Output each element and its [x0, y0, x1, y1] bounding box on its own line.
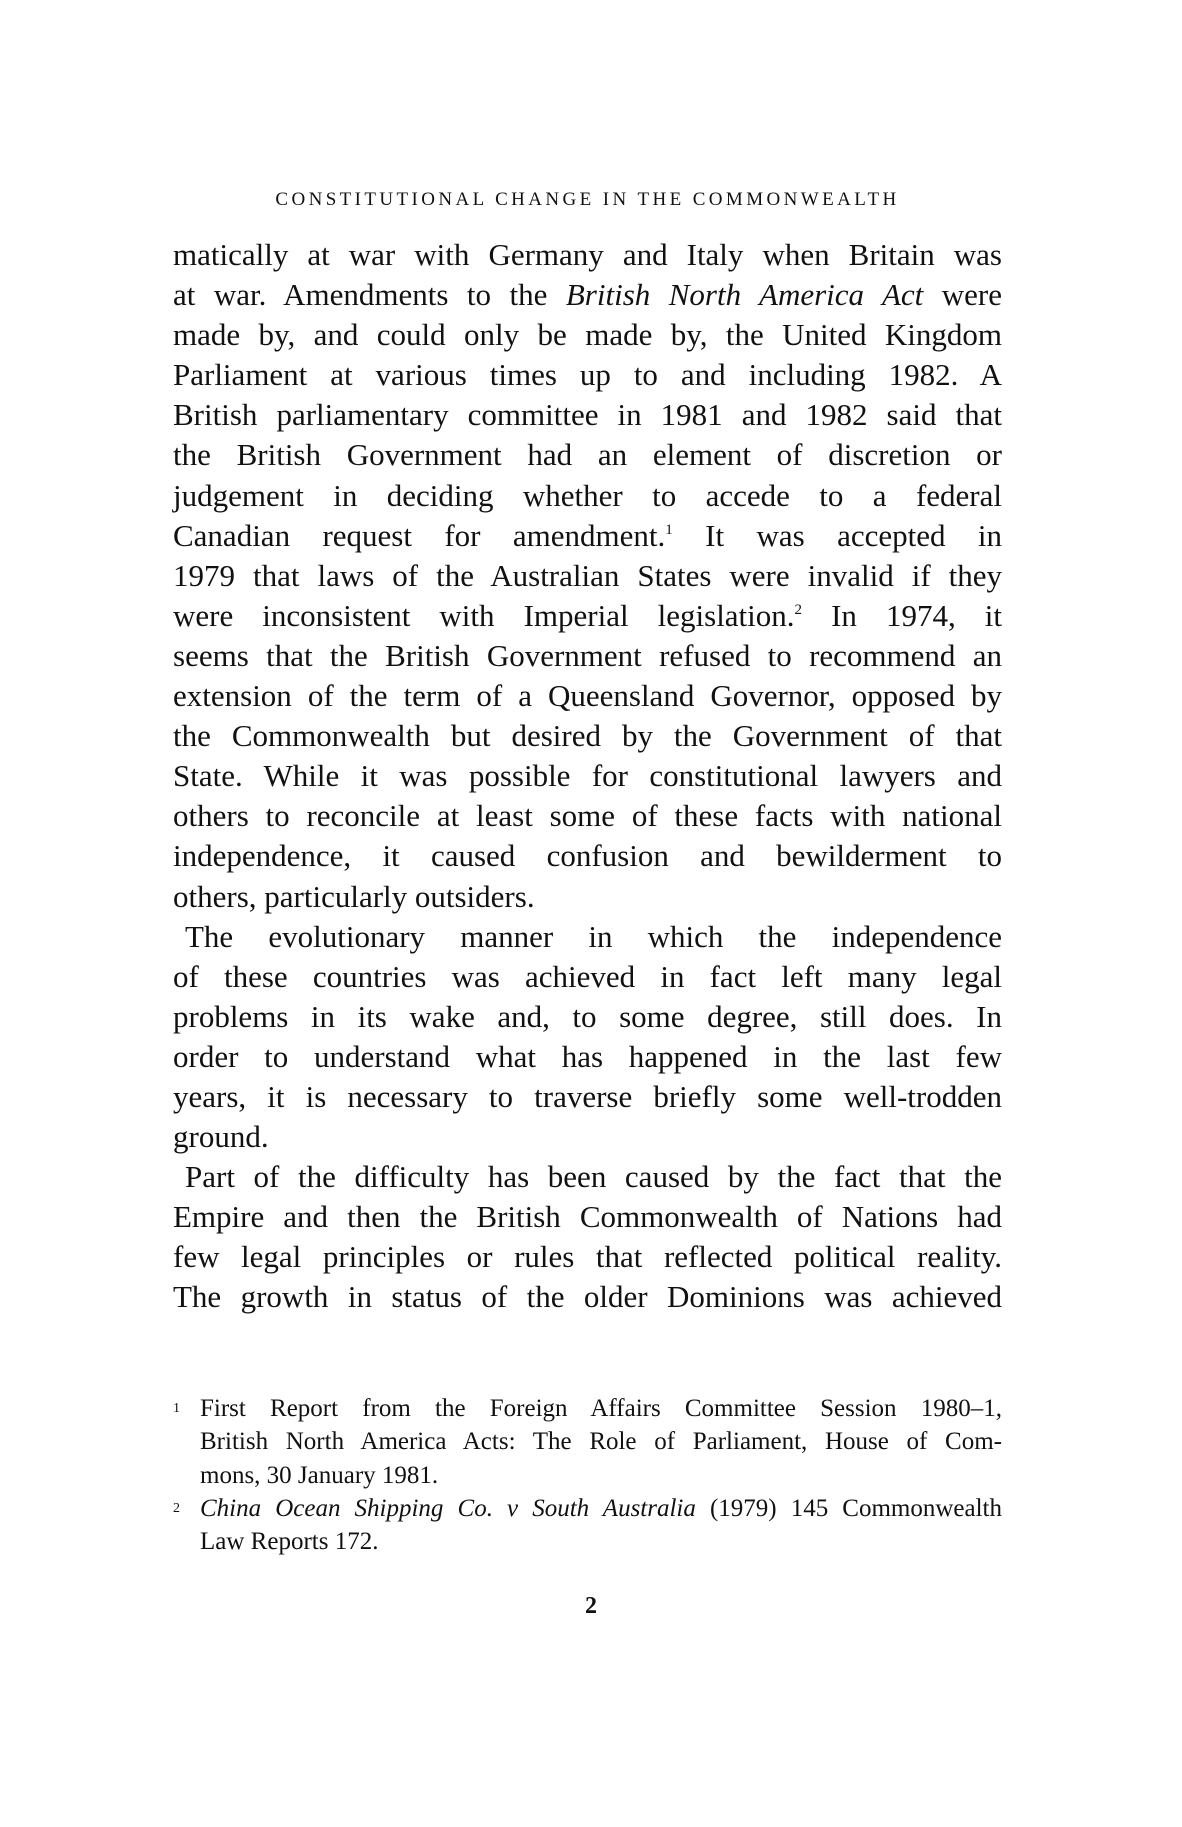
body-line	[173, 596, 1002, 636]
paragraph-start: Part of the difficulty has been caused by the fact that the	[185, 1159, 1002, 1195]
body-text	[173, 235, 1002, 1318]
footnote-line	[200, 1492, 1002, 1525]
body-line	[173, 275, 1002, 315]
body-line: of these countries was achieved in fact left many legal	[173, 958, 1002, 994]
body-line: State. While it was possible for constitutional lawyers and	[173, 758, 1002, 794]
body-line: judgement in deciding whether to accede to a federal	[173, 477, 1002, 513]
body-line: seems that the British Government refused to recommend an	[173, 637, 1002, 673]
footnote-line: British North America Acts: The Role of Parliament, House of Com-	[200, 1428, 1002, 1456]
body-line: the British Government had an element of discretion or	[173, 437, 1002, 473]
body-line: 1979 that laws of the Australian States were invalid if they	[173, 557, 1002, 593]
paragraph-start: The evolutionary manner in which the independence	[185, 918, 1002, 954]
footnote-line-text: (1979) 145 Commonwealth	[695, 1494, 1002, 1522]
footnote-ref-1[interactable]: 1	[665, 521, 673, 538]
running-head: CONSTITUTIONAL CHANGE IN THE COMMONWEALTH	[275, 189, 900, 210]
footnote-line: mons, 30 January 1981.	[200, 1461, 439, 1489]
footnote-ref-2[interactable]: 2	[794, 601, 803, 618]
act-title-italic: British North America Act	[565, 277, 924, 313]
body-line: few legal principles or rules that reflected political reality.	[173, 1239, 1002, 1275]
body-line: extension of the term of a Queensland Governor, opposed by	[173, 678, 1002, 714]
body-line: Parliament at various times up to and including 1982. A	[173, 357, 1002, 393]
body-line: others to reconcile at least some of these facts with national	[173, 798, 1002, 834]
page-number: 2	[585, 1593, 597, 1619]
body-line: British parliamentary committee in 1981 and 1982 said that	[173, 397, 1002, 433]
body-line: the Commonwealth but desired by the Government of that	[173, 718, 1002, 754]
body-line-text: were inconsistent with Imperial legislation.	[173, 597, 795, 633]
body-line: independence, it caused confusion and bewilderment to	[173, 838, 1002, 874]
body-line	[173, 516, 1002, 556]
footnote-1	[173, 1392, 1002, 1492]
body-line: Empire and then the British Commonwealth of Nations had	[173, 1199, 1002, 1235]
footnotes	[173, 1392, 1002, 1558]
case-name-italic: China Ocean Shipping Co. v South Australia	[200, 1494, 696, 1522]
footnote-2	[173, 1492, 1002, 1559]
body-line-text: Canadian request for amendment.	[173, 517, 666, 553]
body-line: ground.	[173, 1119, 269, 1155]
body-line-text: were	[923, 277, 1002, 313]
body-line: problems in its wake and, to some degree, still does. In	[173, 998, 1002, 1034]
body-line: matically at war with Germany and Italy when Britain was	[173, 237, 1002, 272]
footnote-line: Law Reports 172.	[200, 1528, 379, 1556]
body-line: The growth in status of the older Dominions was achieved	[173, 1279, 1002, 1315]
body-line-text: It was accepted in	[672, 517, 1002, 553]
footnote-marker: 1	[173, 1401, 180, 1416]
body-line: others, particularly outsiders.	[173, 878, 535, 914]
footnote-marker: 2	[173, 1500, 180, 1516]
body-line-text: at war. Amendments to the	[173, 277, 566, 313]
body-line: order to understand what has happened in the last few	[173, 1038, 1002, 1074]
body-line-text: In 1974, it	[802, 597, 1002, 633]
body-line: made by, and could only be made by, the United Kingdom	[173, 317, 1002, 353]
body-line: years, it is necessary to traverse briefly some well-trodden	[173, 1078, 1002, 1114]
footnote-line: First Report from the Foreign Affairs Committee Session 1980–1,	[200, 1395, 1002, 1422]
